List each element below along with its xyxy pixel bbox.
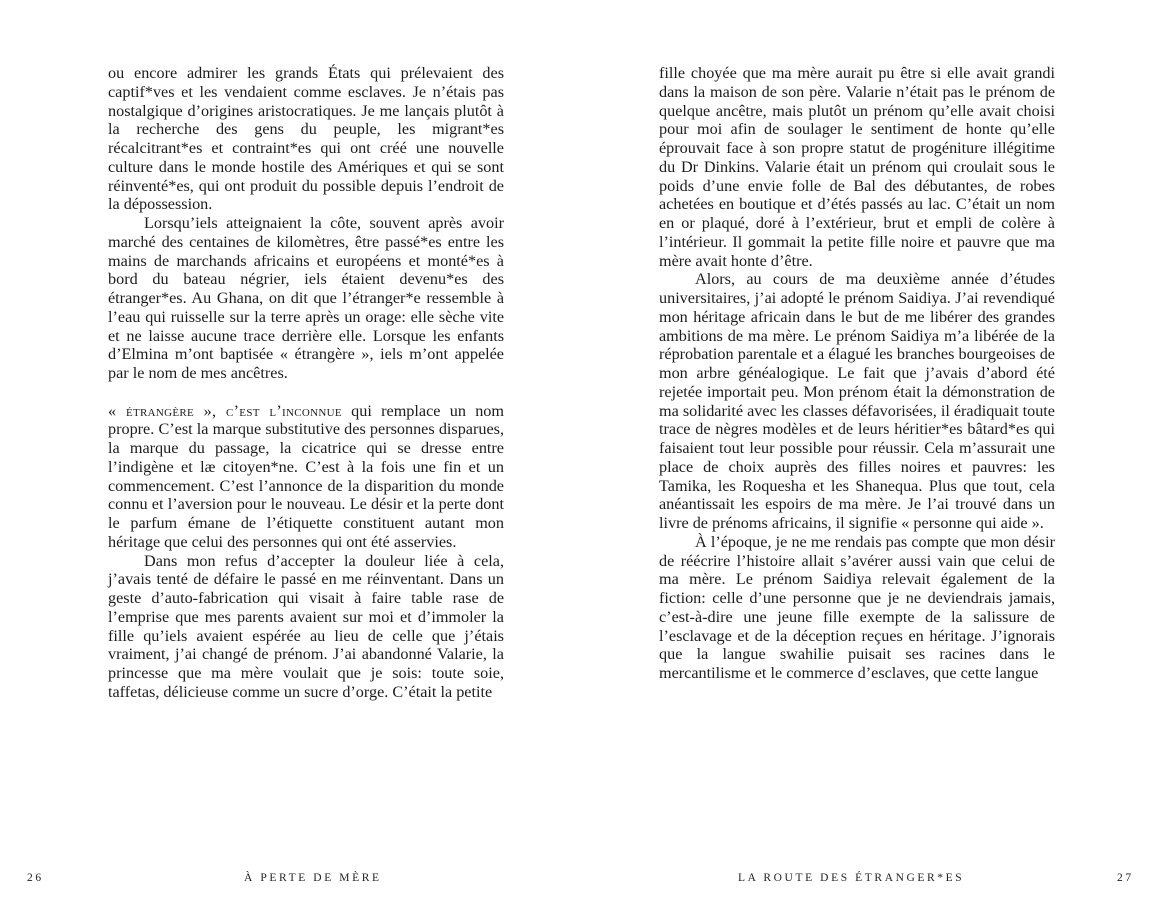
page-number-left: 26	[27, 872, 44, 884]
right-text-block	[659, 64, 1055, 683]
section-lead-rest: qui remplace un nom	[341, 401, 504, 420]
paragraph: fille choyée que ma mère aurait pu être si elle avait grandi dans la maison de son père. Valarie n’était pas le prénom de quelque ancêtre, mais plutôt un prénom qu’elle avait choisi pour moi afin de soulager le sentiment de honte qu’elle éprouvait face à son propre statut de progéniture illégitime du Dr Dinkins. Valarie était un prénom qui croulait sous le poids d’une envie folle de Bal des débutantes, de robes achetées en boutique et d’étés passés au lac. C’était un nom en or plaqué, doré à l’extérieur, brut et empli de colère à l’intérieur. Il gommait la petite fille noire et pauvre que ma mère avait honte d’être.	[659, 64, 1055, 270]
section-paragraph-body: propre. C’est la marque substitutive des personnes disparues, la marque du passage, la cicatrice qui se dresse entre l’indigène et læ citoyen*ne. C’est à la fois une fin et un commencement. C’est l’annonce de la disparition du monde connu et l’aversion pour le nouveau. Le désir et la perte dont le parfum émane de l’étiquette constituent autant mon héritage que celui des personnes qui ont été asservies.	[108, 420, 504, 551]
section-lead-smallcaps: « étrangère », c’est l’inconnue	[108, 401, 342, 420]
running-head-left: À PERTE DE MÈRE	[244, 872, 382, 884]
right-page	[580, 0, 1160, 905]
section-start-paragraph	[108, 402, 504, 552]
page-number-right: 27	[1117, 872, 1134, 884]
running-head-right: LA ROUTE DES ÉTRANGER*ES	[738, 872, 965, 884]
left-text-block	[108, 64, 504, 702]
paragraph: Alors, au cours de ma deuxième année d’études universitaires, j’ai adopté le prénom Saidiya. J’ai revendiqué mon héritage africain dans le but de me libérer des grandes ambitions de ma mère. Le prénom Saidiya m’a libérée de la réprobation parentale et a élagué les branches bourgeoises de mon arbre généalogique. Le fait que j’avais d’abord été rejetée importait peu. Mon prénom était la démonstration de ma solidarité avec les classes défavorisées, il éradiquait toute trace de nègres modèles et de leurs héritier*es bâtard*es qui faisaient tout leur possible pour réussir. Cela m’assurait une place de choix auprès des filles noires et pauvres: les Tamika, les Roquesha et les Shanequa. Plus que tout, cela anéantissait les espoirs de ma mère. Je l’ai trouvé dans un livre de prénoms africains, il signifie « personne qui aide ».	[659, 270, 1055, 532]
paragraph: À l’époque, je ne me rendais pas compte que mon désir de réécrire l’histoire allait s’avérer aussi vain que celui de ma mère. Le prénom Saidiya relevait également de la fiction: celle d’une personne que je ne deviendrais jamais, c’est-à-dire une jeune fille exempte de la salissure de l’esclavage et de la déception reçues en héritage. J’ignorais que la langue swahilie puisait ses racines dans le mercantilisme et le commerce d’esclaves, que cette langue	[659, 532, 1055, 682]
paragraph: Lorsqu’iels atteignaient la côte, souvent après avoir marché des centaines de kilomètres, être passé*es entre les mains de marchands africains et européens et monté*es à bord du bateau négrier, iels étaient devenu*es des étranger*es. Au Ghana, on dit que l’étranger*e ressemble à l’eau qui ruisselle sur la terre après un orage: elle sèche vite et ne laisse aucune trace derrière elle. Lorsque les enfants d’Elmina m’ont baptisée « étrangère », iels m’ont appelée par le nom de mes ancêtres.	[108, 214, 504, 382]
paragraph: ou encore admirer les grands États qui prélevaient des captif*ves et les vendaient comme esclaves. Je n’étais pas nostalgique d’origines aristocratiques. Je me lançais plutôt à la recherche des gens du peuple, les migrant*es récalcitrant*es et contraint*es qui ont créé une nouvelle culture dans le monde hostile des Amériques et qui se sont réinventé*es, qui ont produit du possible depuis l’endroit de la dépossession.	[108, 64, 504, 214]
paragraph: Dans mon refus d’accepter la douleur liée à cela, j’avais tenté de défaire le passé en me réinventant. Dans un geste d’auto-fabrication qui visait à faire table rase de l’emprise que mes parents avaient sur moi et d’immoler la fille qu’iels avaient espérée au lieu de celle que j’étais vraiment, j’ai changé de prénom. J’ai abandonné Valarie, la princesse que ma mère voulait que je sois: toute soie, taffetas, délicieuse comme un sucre d’orge. C’était la petite	[108, 551, 504, 701]
